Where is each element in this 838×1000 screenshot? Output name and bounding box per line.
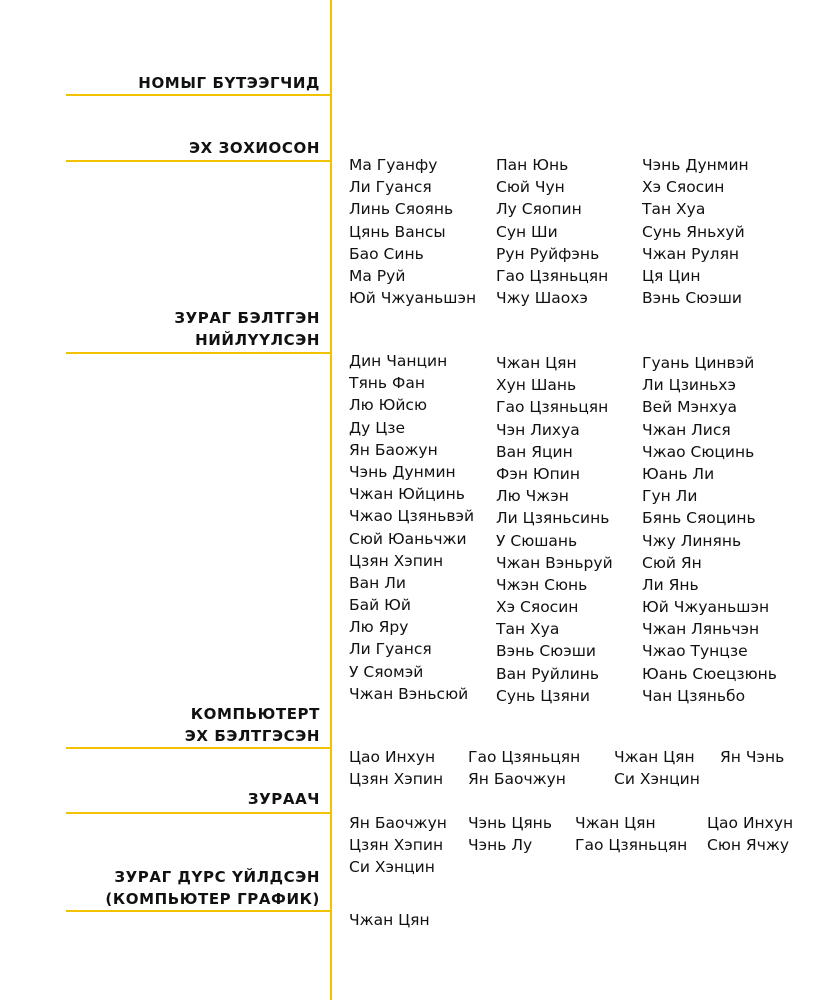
person-name: Гао Цзяньцян: [496, 266, 609, 285]
person-name: Бянь Сяоцинь: [642, 509, 756, 528]
person-name: Хун Шань: [496, 376, 577, 395]
person-name: Чэн Лихуа: [496, 420, 580, 439]
person-name: Цзян Хэпин: [349, 770, 444, 789]
name-column: [468, 746, 580, 790]
person-name: Юй Чжуаньшэн: [349, 289, 477, 308]
name-column: [349, 812, 447, 879]
person-name: Сюй Юаньчжи: [349, 529, 467, 548]
section-title-computer-typesetting: [185, 703, 320, 747]
section-title-line: НИЙЛҮҮЛСЭН: [195, 331, 320, 349]
section-title-line: ЭХ БЭЛТГЭСЭН: [184, 727, 320, 745]
person-name: Юй Чжуаньшэн: [642, 598, 770, 617]
person-name: Чэнь Цянь: [468, 814, 552, 832]
section-title-computer-graphics: [105, 866, 320, 910]
person-name: Гао Цзяньцян: [575, 836, 688, 855]
person-name: Сунь Цзяни: [496, 686, 590, 705]
person-name: Вей Мэнхуа: [642, 398, 738, 417]
person-name: Ма Гуанфу: [349, 156, 438, 174]
person-name: Бай Юй: [349, 596, 411, 615]
person-name: Фэн Юпин: [496, 464, 580, 483]
person-name: Дин Чанцин: [349, 352, 448, 370]
person-name: У Сюшань: [496, 531, 578, 550]
person-name: Ян Баочжун: [468, 770, 566, 789]
person-name: Вэнь Сюэши: [496, 642, 596, 661]
section-underline: [66, 352, 330, 354]
person-name: Чан Цзяньбо: [642, 686, 746, 705]
person-name: Чжао Сюцинь: [642, 442, 755, 461]
person-name: Ли Цзиньхэ: [642, 376, 736, 395]
person-name: Чжан Ляньчэн: [642, 620, 760, 639]
section-underline: [66, 812, 330, 814]
person-name: Лю Чжэн: [496, 487, 569, 506]
person-name: Ван Яцин: [496, 442, 573, 461]
person-name: Вэнь Сюэши: [642, 289, 742, 308]
person-name: Гао Цзяньцян: [496, 398, 609, 417]
person-name: Рун Руйфэнь: [496, 244, 600, 263]
person-name: Чжэн Сюнь: [496, 575, 588, 594]
person-name: Ма Руй: [349, 266, 406, 285]
person-name: Ли Гуанся: [349, 640, 432, 659]
name-column: [614, 746, 700, 790]
person-name: Юань Сюецзюнь: [642, 664, 777, 683]
name-column: [349, 350, 474, 705]
person-name: Си Хэнцин: [614, 770, 700, 789]
name-column: [707, 812, 793, 856]
person-name: Сюй Ян: [642, 553, 702, 572]
person-name: Тан Хуа: [642, 200, 706, 219]
person-name: Ян Баочжун: [349, 814, 447, 832]
person-name: Чжан Рулян: [642, 244, 740, 263]
name-column: [349, 154, 476, 309]
name-column: [496, 352, 613, 707]
person-name: Ян Баожун: [349, 440, 438, 459]
section-title-book-producers: НОМЫГ БҮТЭЭГЧИД: [138, 74, 320, 92]
person-name: Си Хэнцин: [349, 858, 435, 877]
section-title-image-compilers: [174, 307, 320, 351]
person-name: Чжан Вэньсюй: [349, 684, 469, 703]
section-underline: [66, 160, 330, 162]
person-name: Сюй Чун: [496, 178, 565, 197]
name-column: [496, 154, 608, 309]
section-title-line: ЗУРАГ ДҮРС ҮЙЛДСЭН: [114, 868, 320, 886]
person-name: Чжан Цян: [349, 911, 430, 929]
person-name: Тянь Фан: [349, 374, 425, 393]
person-name: Лю Яру: [349, 618, 409, 637]
person-name: Гао Цзяньцян: [468, 748, 581, 766]
name-column: [349, 746, 443, 790]
name-column: [642, 352, 777, 707]
section-underline: [66, 747, 330, 749]
name-column: [642, 154, 749, 309]
person-name: Ця Цин: [642, 266, 701, 285]
person-name: Чжан Юйцинь: [349, 485, 465, 504]
person-name: Цянь Вансы: [349, 222, 446, 241]
person-name: Юань Ли: [642, 464, 715, 483]
person-name: Гун Ли: [642, 487, 698, 506]
person-name: Цао Инхун: [349, 748, 436, 766]
section-title-line: КОМПЬЮТЕРТ: [190, 705, 320, 723]
person-name: Пан Юнь: [496, 156, 569, 174]
name-column: [468, 812, 552, 856]
person-name: Ли Гуанся: [349, 178, 432, 197]
person-name: Ду Цзе: [349, 418, 406, 437]
person-name: Тан Хуа: [496, 620, 560, 639]
section-title-illustrator: ЗУРААЧ: [247, 790, 320, 808]
person-name: Цзян Хэпин: [349, 551, 444, 570]
person-name: Сун Ши: [496, 222, 558, 241]
section-title-line: (КОМПЬЮТЕР ГРАФИК): [105, 890, 320, 908]
person-name: У Сяомэй: [349, 662, 424, 681]
person-name: Ли Цзяньсинь: [496, 509, 610, 528]
person-name: Лю Юйсю: [349, 396, 428, 415]
person-name: Линь Сяоянь: [349, 200, 454, 219]
person-name: Ван Руйлинь: [496, 664, 600, 683]
vertical-divider: [330, 0, 332, 1000]
person-name: Чжу Линянь: [642, 531, 742, 550]
person-name: Цзян Хэпин: [349, 836, 444, 855]
person-name: Чжан Цян: [496, 354, 577, 372]
person-name: Чжао Тунцзе: [642, 642, 748, 661]
person-name: Чжан Лися: [642, 420, 731, 439]
name-column: [720, 746, 784, 768]
section-title-line: ЗУРАГ БЭЛТГЭН: [174, 309, 320, 327]
section-underline: [66, 94, 330, 96]
person-name: Цао Инхун: [707, 814, 794, 832]
person-name: Ян Чэнь: [720, 748, 785, 766]
person-name: Хэ Сяосин: [496, 598, 579, 617]
name-column: [349, 909, 430, 931]
person-name: Сюн Ячжу: [707, 836, 789, 855]
person-name: Ван Ли: [349, 573, 406, 592]
person-name: Сунь Яньхуй: [642, 222, 745, 241]
person-name: Чжао Цзяньвэй: [349, 507, 475, 526]
person-name: Ли Янь: [642, 575, 699, 594]
person-name: Чжу Шаохэ: [496, 289, 588, 308]
person-name: Гуань Цинвэй: [642, 354, 755, 372]
section-underline: [66, 910, 330, 912]
person-name: Чэнь Дунмин: [642, 156, 749, 174]
section-title-original-author: ЭХ ЗОХИОСОН: [189, 139, 320, 157]
name-column: [575, 812, 687, 856]
person-name: Чэнь Дунмин: [349, 462, 456, 481]
person-name: Чжан Вэньруй: [496, 553, 613, 572]
person-name: Чжан Цян: [575, 814, 656, 832]
person-name: Хэ Сяосин: [642, 178, 725, 197]
person-name: Чжан Цян: [614, 748, 695, 766]
person-name: Чэнь Лу: [468, 836, 533, 855]
person-name: Лу Сяопин: [496, 200, 582, 219]
person-name: Бао Синь: [349, 244, 424, 263]
